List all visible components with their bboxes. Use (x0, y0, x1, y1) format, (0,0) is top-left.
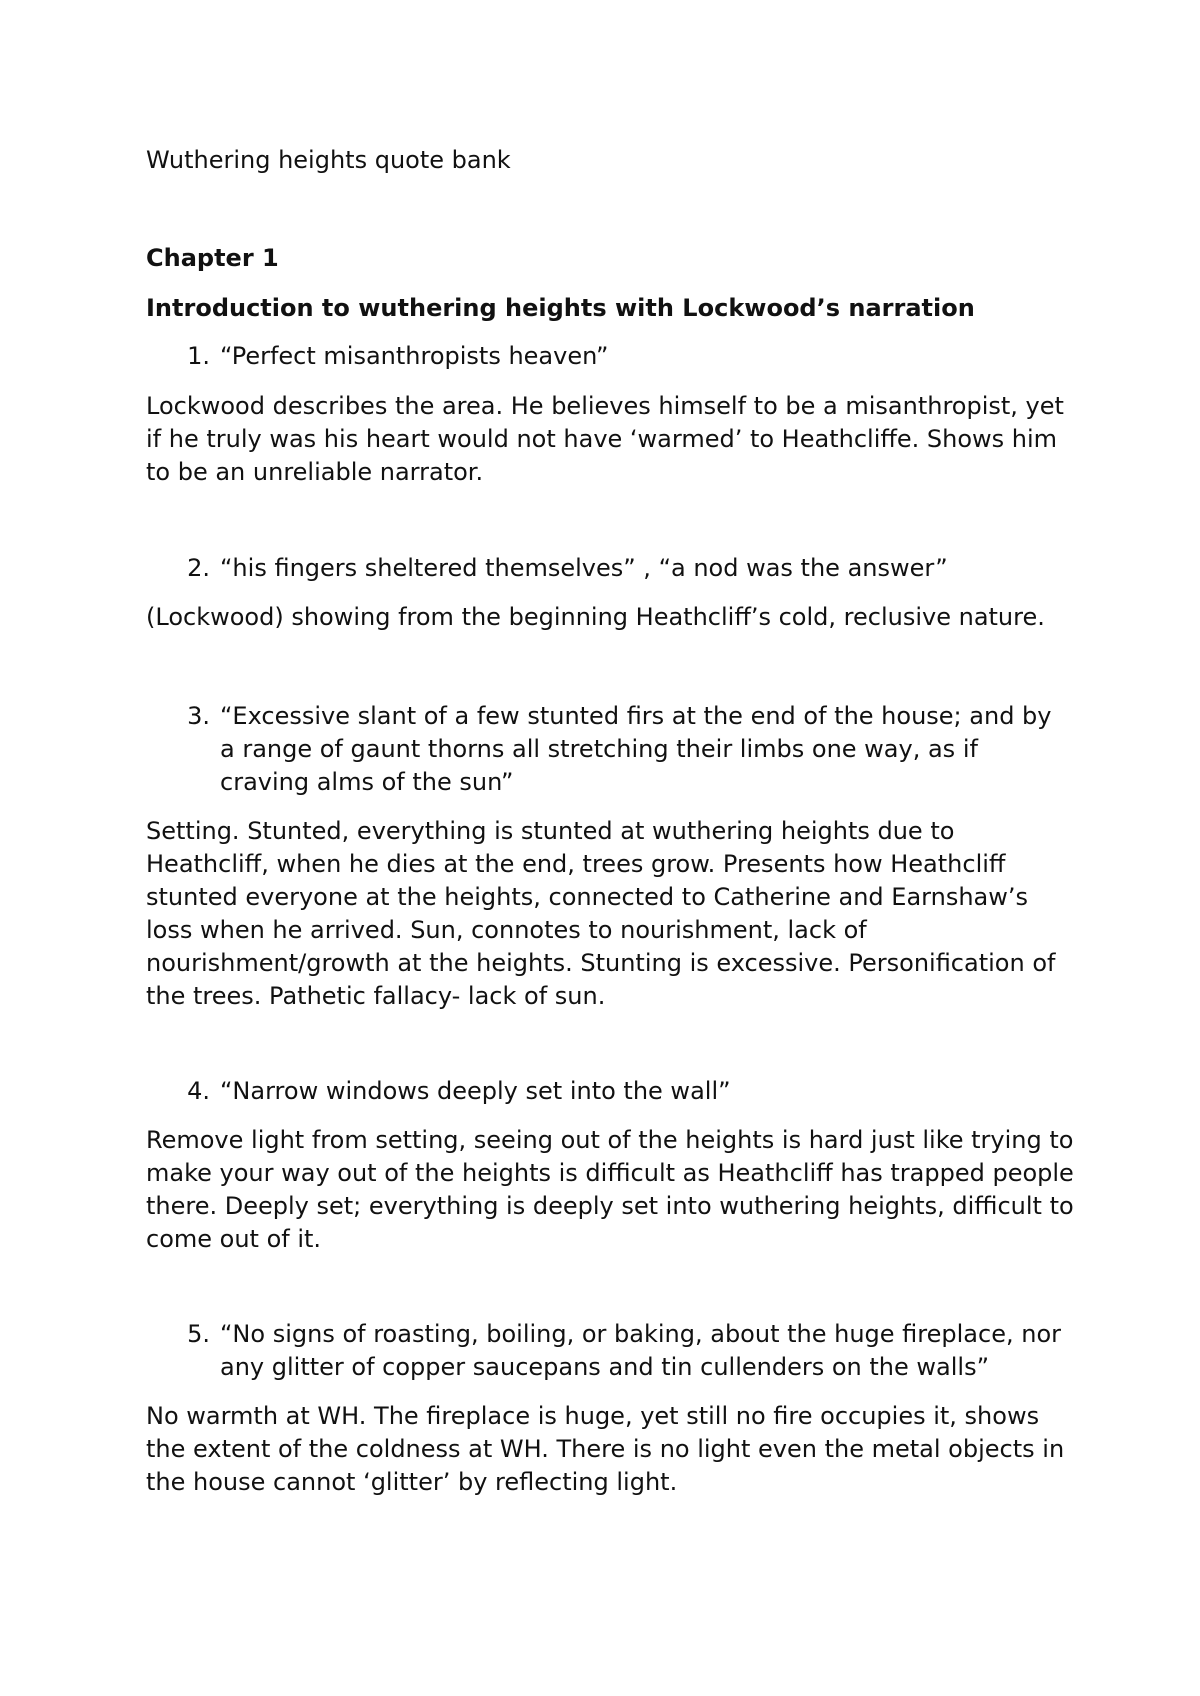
quote-item-4 (146, 1075, 1066, 1108)
section-subheading: Introduction to wuthering heights with Lockwood’s narration (146, 294, 975, 322)
quote-number: 3. (187, 702, 210, 730)
quote-item-2 (146, 552, 1066, 585)
document-title: Wuthering heights quote bank (146, 146, 511, 174)
quote-text: “his fingers sheltered themselves” , “a nod was the answer” (220, 554, 948, 582)
analysis-paragraph-3: Setting. Stunted, everything is stunted at wuthering heights due to Heathcliff, when he dies at the end, trees grow. Presents how Heathcliff stunted everyone at the heights, connected to Catherine and Earnshaw’s loss when he arrived. Sun, connotes to nourishment, lack of nourishment/growth at the heights. Stunting is excessive. Personification of the trees. Pathetic fallacy- lack of sun. (146, 817, 1056, 1010)
analysis-paragraph-5: No warmth at WH. The fireplace is huge, yet still no fire occupies it, shows the extent of the coldness at WH. There is no light even the metal objects in the house cannot ‘glitter’ by reflecting light. (146, 1402, 1065, 1496)
quote-text: “Excessive slant of a few stunted firs at the end of the house; and by a range of gaunt thorns all stretching their limbs one way, as if craving alms of the sun” (220, 702, 1052, 796)
analysis-paragraph-2: (Lockwood) showing from the beginning Heathcliff’s cold, reclusive nature. (146, 603, 1045, 631)
quote-text: “Narrow windows deeply set into the wall” (220, 1077, 731, 1105)
quote-item-1 (146, 340, 1066, 373)
analysis-paragraph-1: Lockwood describes the area. He believes himself to be a misanthropist, yet if he truly was his heart would not have ‘warmed’ to Heathcliffe. Shows him to be an unreliable narrator. (146, 392, 1064, 486)
quote-item-3 (146, 700, 1066, 799)
quote-number: 1. (187, 342, 210, 370)
analysis-paragraph-4: Remove light from setting, seeing out of the heights is hard just like trying to make your way out of the heights is difficult as Heathcliff has trapped people there. Deeply set; everything is deeply set into wuthering heights, difficult to come out of it. (146, 1126, 1074, 1253)
quote-number: 2. (187, 554, 210, 582)
quote-number: 5. (187, 1320, 210, 1348)
quote-text: “No signs of roasting, boiling, or baking, about the huge fireplace, nor any glitter of copper saucepans and tin cullenders on the walls” (220, 1320, 1061, 1381)
quote-number: 4. (187, 1077, 210, 1105)
chapter-heading: Chapter 1 (146, 244, 279, 272)
quote-text: “Perfect misanthropists heaven” (220, 342, 609, 370)
quote-item-5 (146, 1318, 1066, 1384)
